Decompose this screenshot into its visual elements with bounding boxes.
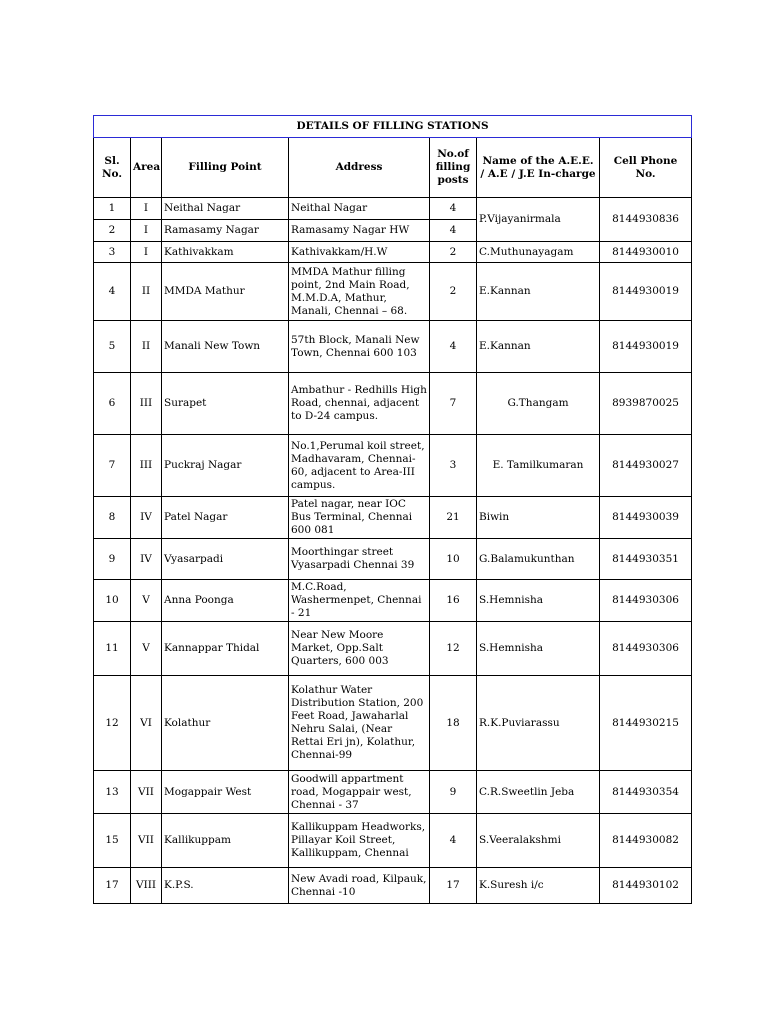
table-row (94, 868, 692, 904)
posts-cell: 10 (430, 539, 477, 580)
posts-cell: 2 (430, 242, 477, 263)
address-cell: Moorthingar street Vyasarpadi Chennai 39 (289, 539, 430, 580)
table-row (94, 497, 692, 539)
filling-point-cell: Kannappar Thidal (162, 622, 289, 676)
address-cell: Ramasamy Nagar HW (289, 220, 430, 242)
sl-cell: 10 (94, 580, 131, 622)
header-area: Area (131, 138, 162, 198)
area-cell: V (131, 580, 162, 622)
address-cell: No.1,Perumal koil street, Madhavaram, Chennai-60, adjacent to Area-III campus. (289, 435, 430, 497)
incharge-cell: E.Kannan (477, 263, 600, 321)
address-cell: Kolathur Water Distribution Station, 200 Feet Road, Jawaharlal Nehru Salai, (Near Rettai Eri jn), Kolathur, Chennai-99 (289, 676, 430, 771)
sl-cell: 9 (94, 539, 131, 580)
posts-cell: 12 (430, 622, 477, 676)
filling-point-cell: Patel Nagar (162, 497, 289, 539)
area-cell: VIII (131, 868, 162, 904)
sl-cell: 7 (94, 435, 131, 497)
address-cell: Kallikuppam Headworks, Pillayar Koil Street, Kallikuppam, Chennai (289, 814, 430, 868)
filling-point-cell: K.P.S. (162, 868, 289, 904)
cell-phone-cell: 8144930019 (600, 263, 692, 321)
table-row (94, 435, 692, 497)
address-cell: Kathivakkam/H.W (289, 242, 430, 263)
cell-phone-cell: 8144930306 (600, 622, 692, 676)
filling-point-cell: Anna Poonga (162, 580, 289, 622)
incharge-cell: R.K.Puviarassu (477, 676, 600, 771)
posts-cell: 4 (430, 321, 477, 373)
table-row (94, 676, 692, 771)
table-row (94, 321, 692, 373)
area-cell: VII (131, 771, 162, 814)
posts-cell: 4 (430, 220, 477, 242)
cell-phone-cell: 8144930039 (600, 497, 692, 539)
sl-cell: 17 (94, 868, 131, 904)
area-cell: III (131, 373, 162, 435)
cell-phone-cell: 8144930082 (600, 814, 692, 868)
filling-point-cell: Puckraj Nagar (162, 435, 289, 497)
posts-cell: 16 (430, 580, 477, 622)
table-row (94, 373, 692, 435)
sl-cell: 13 (94, 771, 131, 814)
table-row (94, 242, 692, 263)
posts-cell: 7 (430, 373, 477, 435)
cell-phone-cell: 8144930306 (600, 580, 692, 622)
address-cell: Near New Moore Market, Opp.Salt Quarters, 600 003 (289, 622, 430, 676)
area-cell: IV (131, 497, 162, 539)
incharge-cell: P.Vijayanirmala (477, 198, 600, 242)
cell-phone-cell: 8144930019 (600, 321, 692, 373)
header-incharge: Name of the A.E.E. / A.E / J.E In-charge (477, 138, 600, 198)
filling-point-cell: Kolathur (162, 676, 289, 771)
address-cell: Patel nagar, near IOC Bus Terminal, Chennai 600 081 (289, 497, 430, 539)
address-cell: 57th Block, Manali New Town, Chennai 600 103 (289, 321, 430, 373)
incharge-cell: E.Kannan (477, 321, 600, 373)
filling-point-cell: MMDA Mathur (162, 263, 289, 321)
incharge-cell: G.Balamukunthan (477, 539, 600, 580)
sl-cell: 6 (94, 373, 131, 435)
posts-cell: 9 (430, 771, 477, 814)
table-row (94, 539, 692, 580)
sl-cell: 2 (94, 220, 131, 242)
posts-cell: 21 (430, 497, 477, 539)
filling-point-cell: Ramasamy Nagar (162, 220, 289, 242)
area-cell: II (131, 321, 162, 373)
table-row (94, 580, 692, 622)
cell-phone-cell: 8144930027 (600, 435, 692, 497)
area-cell: VII (131, 814, 162, 868)
area-cell: V (131, 622, 162, 676)
table-title: DETAILS OF FILLING STATIONS (94, 116, 692, 138)
incharge-cell: G.Thangam (477, 373, 600, 435)
sl-cell: 12 (94, 676, 131, 771)
area-cell: I (131, 198, 162, 220)
incharge-cell: E. Tamilkumaran (477, 435, 600, 497)
incharge-cell: Biwin (477, 497, 600, 539)
table-row (94, 814, 692, 868)
sl-cell: 11 (94, 622, 131, 676)
header-cell-phone: Cell Phone No. (600, 138, 692, 198)
incharge-cell: S.Veeralakshmi (477, 814, 600, 868)
filling-point-cell: Neithal Nagar (162, 198, 289, 220)
cell-phone-cell: 8144930102 (600, 868, 692, 904)
cell-phone-cell: 8939870025 (600, 373, 692, 435)
posts-cell: 2 (430, 263, 477, 321)
posts-cell: 4 (430, 198, 477, 220)
area-cell: I (131, 220, 162, 242)
posts-cell: 18 (430, 676, 477, 771)
address-cell: Ambathur - Redhills High Road, chennai, adjacent to D-24 campus. (289, 373, 430, 435)
header-address: Address (289, 138, 430, 198)
incharge-cell: K.Suresh i/c (477, 868, 600, 904)
sl-cell: 1 (94, 198, 131, 220)
area-cell: VI (131, 676, 162, 771)
posts-cell: 4 (430, 814, 477, 868)
area-cell: IV (131, 539, 162, 580)
cell-phone-cell: 8144930836 (600, 198, 692, 242)
area-cell: III (131, 435, 162, 497)
filling-point-cell: Surapet (162, 373, 289, 435)
address-cell: M.C.Road, Washermenpet, Chennai - 21 (289, 580, 430, 622)
sl-cell: 8 (94, 497, 131, 539)
header-filling-point: Filling Point (162, 138, 289, 198)
area-cell: I (131, 242, 162, 263)
sl-cell: 3 (94, 242, 131, 263)
filling-point-cell: Kallikuppam (162, 814, 289, 868)
address-cell: Neithal Nagar (289, 198, 430, 220)
address-cell: MMDA Mathur filling point, 2nd Main Road, M.M.D.A, Mathur, Manali, Chennai – 68. (289, 263, 430, 321)
cell-phone-cell: 8144930351 (600, 539, 692, 580)
sl-cell: 15 (94, 814, 131, 868)
table-row (94, 263, 692, 321)
incharge-cell: S.Hemnisha (477, 580, 600, 622)
sl-cell: 5 (94, 321, 131, 373)
filling-point-cell: Kathivakkam (162, 242, 289, 263)
table-row (94, 771, 692, 814)
address-cell: Goodwill appartment road, Mogappair west, Chennai - 37 (289, 771, 430, 814)
incharge-cell: S.Hemnisha (477, 622, 600, 676)
cell-phone-cell: 8144930010 (600, 242, 692, 263)
area-cell: II (131, 263, 162, 321)
filling-point-cell: Manali New Town (162, 321, 289, 373)
cell-phone-cell: 8144930215 (600, 676, 692, 771)
incharge-cell: C.Muthunayagam (477, 242, 600, 263)
filling-stations-table (93, 115, 692, 904)
table-row (94, 198, 692, 220)
posts-cell: 17 (430, 868, 477, 904)
posts-cell: 3 (430, 435, 477, 497)
header-sl-no: Sl. No. (94, 138, 131, 198)
cell-phone-cell: 8144930354 (600, 771, 692, 814)
filling-point-cell: Vyasarpadi (162, 539, 289, 580)
header-no-of-posts: No.of filling posts (430, 138, 477, 198)
filling-point-cell: Mogappair West (162, 771, 289, 814)
sl-cell: 4 (94, 263, 131, 321)
address-cell: New Avadi road, Kilpauk, Chennai -10 (289, 868, 430, 904)
incharge-cell: C.R.Sweetlin Jeba (477, 771, 600, 814)
table-row (94, 622, 692, 676)
